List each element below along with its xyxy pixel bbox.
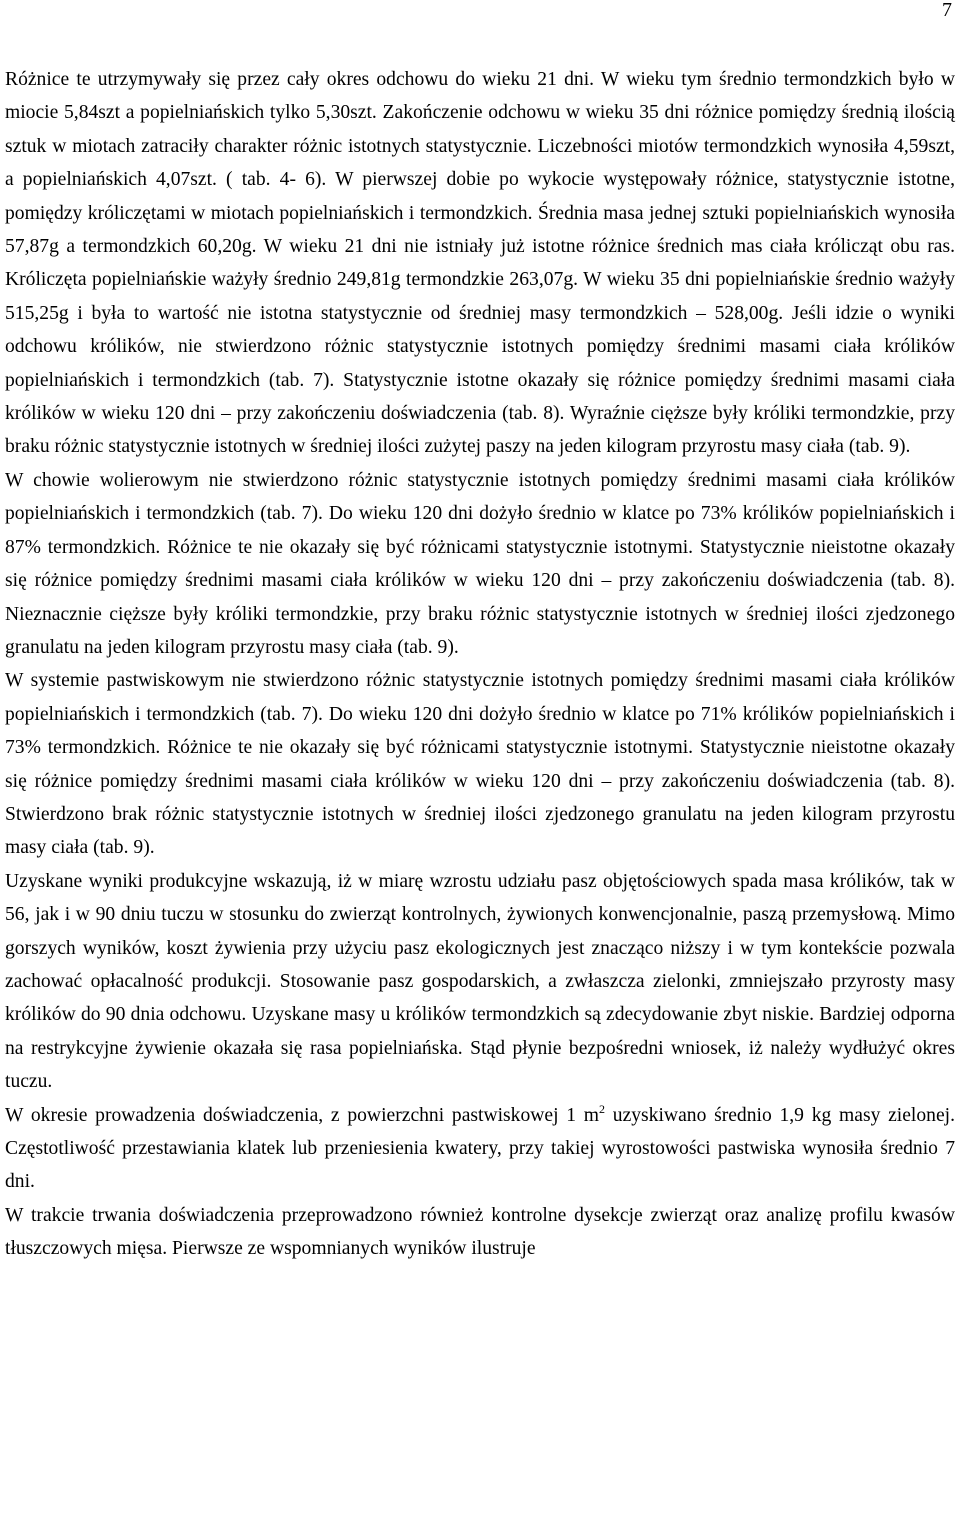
pasture-yield-text-start: W okresie prowadzenia doświadczenia, z powierzchni pastwiskowej 1 m <box>5 1104 600 1126</box>
page-number: 7 <box>942 0 952 21</box>
paragraph-production-results: Uzyskane wyniki produkcyjne wskazują, iż w miarę wzrostu udziału pasz objętościowych spada masa królików, tak w 56, jak i w 90 dniu tuczu w stosunku do zwierząt kontrolnych, żywionych konwencjonalnie, paszą przemysłową. Mimo gorszych wyników, koszt żywienia przy użyciu pasz ekologicznych jest znacząco niższy i w tym kontekście pozwala zachować opłacalność produkcji. Stosowanie pasz gospodarskich, a zwłaszcza zielonki, zmniejszało przyrosty masy królików do 90 dnia odchowu. Uzyskane masy u królików termondzkich są zdecydowanie zbyt niskie. Bardziej odporna na restrykcyjne żywienie okazała się rasa popielniańska. Stąd płynie bezpośredni wniosek, iż należy wydłużyć okres tuczu. <box>5 870 955 1093</box>
square-meter-superscript: 2 <box>599 1101 606 1116</box>
paragraph-aviary-system: W chowie wolierowym nie stwierdzono różnic statystycznie istotnych pomiędzy średnimi masami ciała królików popielniańskich i termondzkich (tab. 7). Do wieku 120 dni dożyło średnio w klatce po 73% królików popielniańskich i 87% termondzkich. Różnice te nie okazały się być różnicami statystycznie istotnymi. Statystycznie nieistotne okazały się różnice pomiędzy średnimi masami ciała królików w wieku 120 dni – przy zakończeniu doświadczenia (tab. 8). Nieznacznie cięższe były króliki termondzkie, przy braku różnic statystycznie istotnych w średniej ilości zjedzonego granulatu na jeden kilogram przyrostu masy ciała (tab. 9). <box>5 469 955 658</box>
paragraph-pasture-yield <box>5 1099 955 1199</box>
pasture-yield-text-end: uzyskiwano średnio 1,9 kg masy zielonej. Częstotliwość przestawiania klatek lub przeniesienia kwatery, przy takiej wyrostowości pastwiska wynosiła średnio 7 dni. <box>5 1104 955 1193</box>
paragraph-dissection: W trakcie trwania doświadczenia przeprowadzono również kontrolne dysekcje zwierząt oraz analizę profilu kwasów tłuszczowych mięsa. Pierwsze ze wspomnianych wyników ilustruje <box>5 1204 955 1260</box>
paragraph-pasture-system: W systemie pastwiskowym nie stwierdzono różnic statystycznie istotnych pomiędzy średnimi masami ciała królików popielniańskich i termondzkich (tab. 7). Do wieku 120 dni dożyło średnio w klatce po 71% królików popielniańskich i 73% termondzkich. Różnice te nie okazały się być różnicami statystycznie istotnymi. Statystycznie nieistotne okazały się różnice pomiędzy średnimi masami ciała królików w wieku 120 dni – przy zakończeniu doświadczenia (tab. 8). Stwierdzono brak różnic statystycznie istotnych w średniej ilości zjedzonego granulatu na jeden kilogram przyrostu masy ciała (tab. 9). <box>5 670 955 859</box>
document-body <box>5 63 955 1266</box>
paragraph-rearing-results: Różnice te utrzymywały się przez cały okres odchowu do wieku 21 dni. W wieku tym średnio termondzkich było w miocie 5,84szt a popielniańskich tylko 5,30szt. Zakończenie odchowu w wieku 35 dni różnice pomiędzy średnią ilością sztuk w miotach zatraciły charakter różnic istotnych statystycznie. Liczebności miotów termondzkich wynosiła 4,59szt, a popielniańskich 4,07szt. ( tab. 4- 6). W pierwszej dobie po wykocie występowały różnice, statystycznie istotne, pomiędzy króliczętami w miotach popielniańskich i termondzkich. Średnia masa jednej sztuki popielniańskich wynosiła 57,87g a termondzkich 60,20g. W wieku 21 dni nie istniały już istotne różnice średnich mas ciała królicząt obu ras. Króliczęta popielniańskie ważyły średnio 249,81g termondzkie 263,07g. W wieku 35 dni popielniańskie średnio ważyły 515,25g i była to wartość nie istotna statystycznie od średniej masy termondzkich – 528,00g. Jeśli idzie o wyniki odchowu królików, nie stwierdzono różnic statystycznie istotnych pomiędzy średnimi masami ciała królików popielniańskich i termondzkich (tab. 7). Statystycznie istotne okazały się różnice pomiędzy średnimi masami ciała królików w wieku 120 dni – przy zakończeniu doświadczenia (tab. 8). Wyraźnie cięższe były króliki termondzkie, przy braku różnic statystycznie istotnych w średniej ilości zużytej paszy na jeden kilogram przyrostu masy ciała (tab. 9). <box>5 69 955 458</box>
